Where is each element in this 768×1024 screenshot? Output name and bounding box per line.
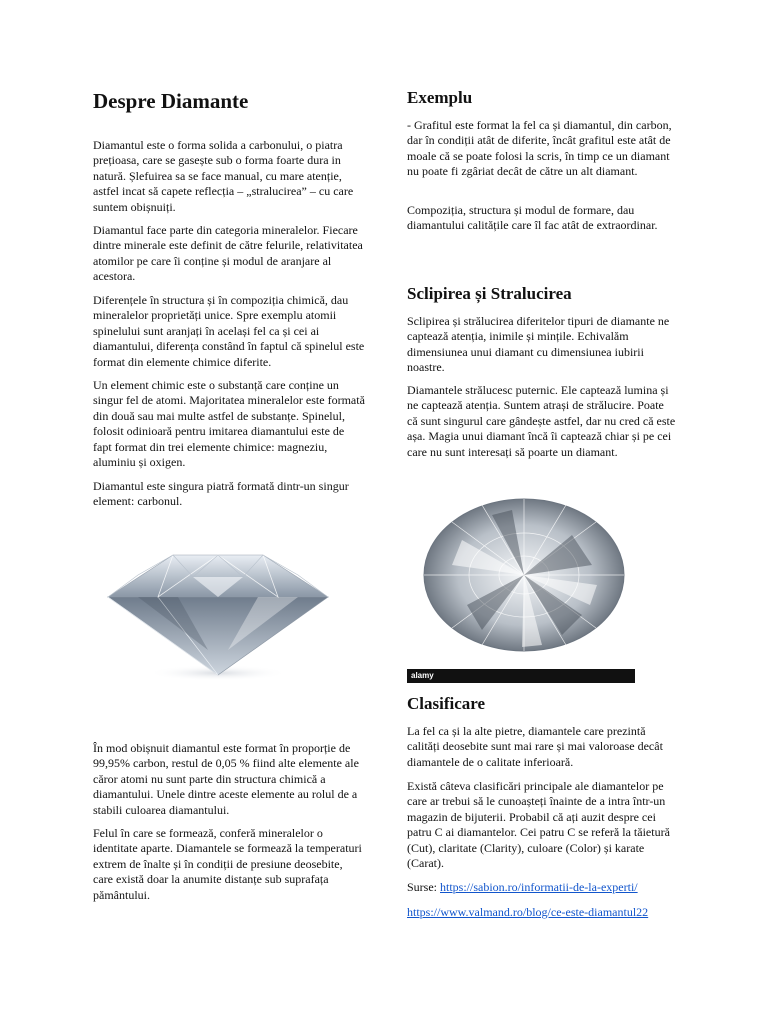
paragraph-four-c: Există câteva clasificări principale ale diamantelor pe care ar trebui să le cunoașteți înainte de a intra într-un magazin de bijuterii. Probabil că ați auzit despre cei patru C ai diamantelor. Cei patru C se referă la tăietură (Cut), claritate (Clarity), culoare (Color) și karate (Carat). <box>407 779 670 871</box>
paragraph-sparkle: Sclipirea și strălucirea diferitelor tipuri de diamante ne captează atenția, inimile și mințile. Echivalăm dimensiunea unui diamant cu dimensiunea iubirii noastre. <box>407 314 670 375</box>
paragraph-graphite: - Grafitul este format la fel ca și diamantul, din carbon, dar în condiții atât de diferite, încât grafitul este atât de moale că se poate folosi la scris, în timp ce un diamant nu poate fi zgâriat decât de către un alt diamant. <box>407 118 672 179</box>
alamy-watermark-bar <box>407 669 635 683</box>
paragraph-intro: Diamantul este o forma solida a carbonului, o piatra prețioasa, care se gasește sub o forma foarte dura in natură. Șlefuirea sa se face manual, cu mare atenție, astfel incat să capete reflecția – „stralucirea” – cu care suntem obișnuiți. <box>93 138 354 214</box>
paragraph-qualities: Compoziția, structura și modul de formare, dau diamantului calitățile care îl fac atât de extraordinar. <box>407 203 658 233</box>
source-link-sabion[interactable]: https://sabion.ro/informatii-de-la-experti/ <box>440 880 638 894</box>
heading-sclipirea: Sclipirea și Stralucirea <box>407 284 572 303</box>
paragraph-element: Un element chimic este o substanță care conține un singur fel de atomi. Majoritatea mineralelor este formată din două sau mai multe astfel de substanțe. Spinelul, folosit odinioară pentru imitarea diamantului este de fapt format din trei elemente chimice: magneziu, aluminiu și oxigen. <box>93 378 365 470</box>
paragraph-composition: În mod obișnuit diamantul este format în proporție de 99,95% carbon, restul de 0,05 % fiind alte elemente ale căror atomi nu sunt parte din structura chimică a diamantului. Unele dintre aceste elemente au rolul de a stabili culoarea diamantului. <box>93 741 359 817</box>
paragraph-minerals: Diamantul face parte din categoria mineralelor. Fiecare dintre minerale este definit de către felurile, relativitatea atomilor pe care îi conține și modul de aranjare al acestora. <box>93 223 363 284</box>
paragraph-rarity: La fel ca și la alte pietre, diamantele care prezintă calități deosebite sunt mai rare și mai valoroase decât diamantele de o calitate inferioară. <box>407 724 663 769</box>
sources-line <box>407 880 677 895</box>
diamond-top-image <box>422 495 627 655</box>
paragraph-differences: Diferențele în structura și în compoziția chimică, dau mineralelor proprietăți unice. Spre exemplu atomii spinelului sunt aranjați în același fel ca și cei ai diamantului, diferența constând în faptul că spinelul este format din elemente chimice diferite. <box>93 293 365 369</box>
alamy-logo: alamy <box>411 671 434 680</box>
page-title: Despre Diamante <box>93 89 249 113</box>
source-link-valmand[interactable]: https://www.valmand.ro/blog/ce-este-diamantul22 <box>407 905 649 919</box>
sources-label: Surse: <box>407 880 440 894</box>
sources-line-2 <box>407 905 677 920</box>
paragraph-shine: Diamantele strălucesc puternic. Ele captează lumina și ne captează atenția. Suntem atrași de strălucire. Poate că sunt singurul care gândește astfel, dar nu cred că este așa. Magia unui diamant încă îi captează chiar și pe cei care nu sunt interesați să poarte un diamant. <box>407 383 676 459</box>
heading-clasificare: Clasificare <box>407 694 486 713</box>
heading-exemplu: Exemplu <box>407 88 473 107</box>
paragraph-single-element: Diamantul este singura piatră formată dintr-un singur element: carbonul. <box>93 479 349 509</box>
diamond-side-image <box>98 535 338 685</box>
paragraph-formation: Felul în care se formează, conferă mineralelor o identitate aparte. Diamantele se formează la temperaturi extrem de înalte și în condiții de presiune deosebite, care există doar la anumite distanțe sub suprafața pământului. <box>93 826 362 902</box>
